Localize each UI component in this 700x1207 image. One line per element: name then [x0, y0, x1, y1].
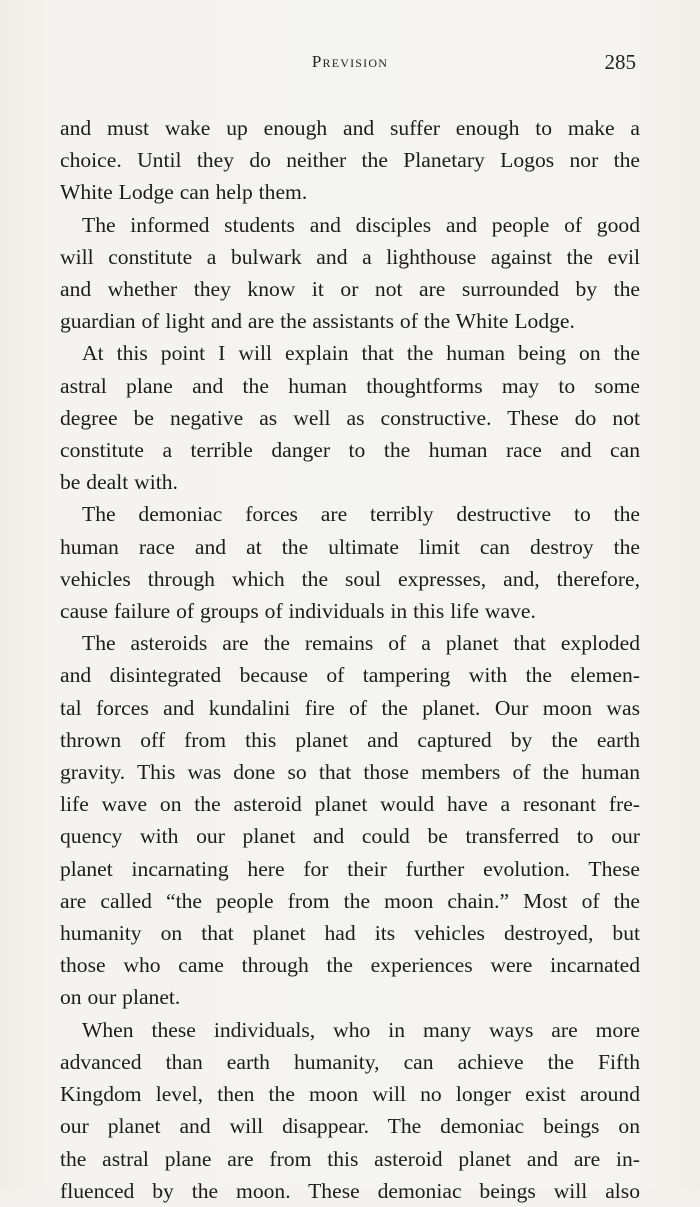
text-line: those who came through the experiences were incarnated [60, 953, 640, 978]
paragraph [60, 627, 640, 1013]
text-line: gravity. This was done so that those members of the human [60, 760, 640, 785]
text-line: guardian of light and are the assistants of the White Lodge. [60, 309, 575, 334]
text-line: and must wake up enough and suffer enough to make a [60, 116, 640, 140]
text-line: vehicles through which the soul expresses, and, therefore, [60, 566, 640, 591]
text-line: constitute a terrible danger to the human race and can [60, 438, 640, 463]
text-line: the astral plane are from this asteroid planet and are in- [60, 1146, 640, 1171]
text-line: White Lodge can help them. [60, 180, 308, 205]
text-line: and whether they know it or not are surrounded by the [60, 277, 640, 302]
paragraph [60, 498, 640, 627]
running-head [60, 52, 640, 80]
text-line: choice. Until they do neither the Planetary Logos nor the [60, 148, 640, 173]
text-line: humanity on that planet had its vehicles destroyed, but [60, 921, 640, 946]
text-line: fluenced by the moon. These demoniac beings will also [60, 1178, 640, 1203]
paragraph [60, 209, 640, 338]
text-line: thrown off from this planet and captured by the earth [60, 727, 640, 752]
text-line: are called “the people from the moon chain.” Most of the [60, 888, 640, 913]
text-line: will constitute a bulwark and a lighthouse against the evil [60, 244, 640, 269]
body-text [60, 112, 640, 1207]
text-line: astral plane and the human thoughtforms may to some [60, 373, 640, 398]
text-line: cause failure of groups of individuals in this life wave. [60, 599, 536, 624]
text-line: The asteroids are the remains of a planet that exploded [82, 631, 640, 656]
text-line: human race and at the ultimate limit can destroy the [60, 534, 640, 559]
text-line: quency with our planet and could be transferred to our [60, 824, 640, 849]
text-line: degree be negative as well as constructive. These do not [60, 405, 640, 430]
text-line: When these individuals, who in many ways are more [82, 1017, 640, 1042]
text-line: Kingdom level, then the moon will no longer exist around [60, 1082, 640, 1107]
section-title: Prevision [311, 52, 389, 71]
text-line: The informed students and disciples and people of good [82, 212, 640, 237]
text-line: planet incarnating here for their further evolution. These [60, 856, 640, 881]
text-line: on our planet. [60, 985, 181, 1010]
text-line: The demoniac forces are terribly destructive to the [82, 502, 640, 527]
paragraph [60, 337, 640, 498]
page-number: 285 [604, 50, 636, 74]
text-line: be dealt with. [60, 470, 178, 495]
paragraph [60, 1014, 640, 1207]
text-line: our planet and will disappear. The demoniac beings on [60, 1114, 640, 1139]
paragraph [60, 112, 640, 209]
text-line: advanced than earth humanity, can achieve the Fifth [60, 1049, 640, 1074]
text-line: life wave on the asteroid planet would have a resonant fre- [60, 792, 640, 817]
text-line: At this point I will explain that the human being on the [82, 341, 640, 366]
text-line: and disintegrated because of tampering with the elemen- [60, 663, 640, 688]
text-line: tal forces and kundalini fire of the planet. Our moon was [60, 695, 640, 720]
